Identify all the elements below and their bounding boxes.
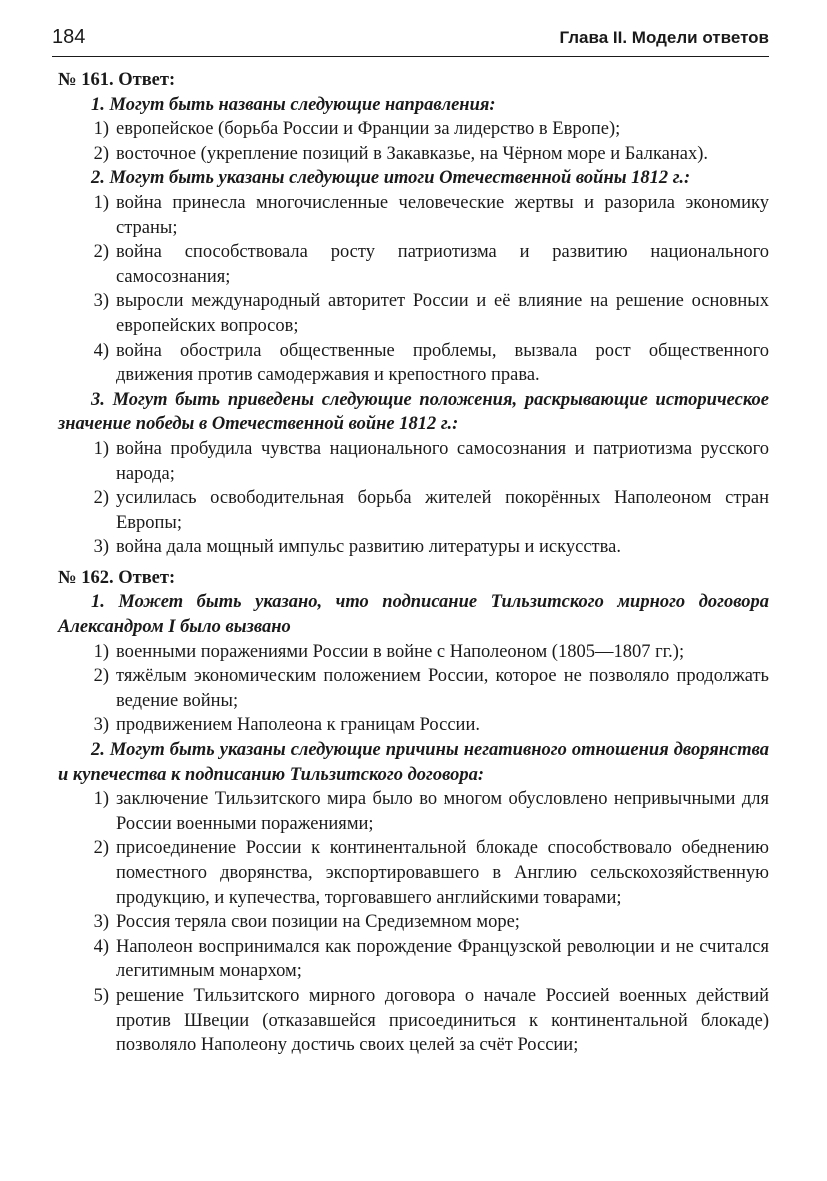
list-item [58, 836, 769, 910]
list-item-text: решение Тильзитского мирного договора о начале Россией военных действий против Швеции (отказавшейся присоединиться к континентальной блокаде) позволяло Наполеону достичь своих целей за счёт России; [116, 985, 769, 1056]
list-item [58, 640, 769, 665]
section-heading: 1. Может быть указано, что подписание Тильзитского мирного договора Александром I было вызвано [58, 592, 769, 638]
list-item-number: 1) [93, 192, 109, 213]
list-item-text: война способствовала росту патриотизма и развитию национального самосознания; [116, 242, 769, 287]
list-item [58, 240, 769, 289]
list-item-number: 3) [93, 912, 109, 933]
list-item-number: 4) [93, 936, 109, 957]
list-item [58, 289, 769, 338]
section-heading: 2. Могут быть указаны следующие причины негативного отношения дворянства и купечества к подписанию Тильзитского договора: [58, 740, 769, 785]
list-item-text: Россия теряла свои позиции на Средиземном море; [116, 912, 520, 933]
list-item-text: война принесла многочисленные человеческие жертвы и разорила экономику страны; [116, 192, 769, 238]
list-item-number: 1) [93, 641, 109, 662]
list-item-number: 1) [93, 119, 109, 140]
list-item [58, 535, 769, 560]
list-item [58, 486, 769, 535]
list-item-number: 2) [93, 242, 109, 263]
answer-block [58, 566, 769, 1058]
list-item-text: восточное (укрепление позиций в Закавказье, на Чёрном море и Балканах). [116, 143, 709, 164]
list-item [58, 437, 769, 486]
section-heading: 3. Могут быть приведены следующие положения, раскрывающие историческое значение победы в Отечественной войне 1812 г.: [58, 389, 769, 435]
list-item-text: усилилась освободительная борьба жителей покорённых Наполеоном стран Европы; [116, 488, 769, 533]
page-number: 184 [52, 26, 86, 48]
list-item [58, 910, 769, 935]
answer-title: № 161. Ответ: [58, 70, 176, 90]
list-item-text: война дала мощный импульс развитию литературы и искусства. [116, 537, 621, 558]
list-item [58, 117, 769, 142]
page-header [52, 22, 769, 57]
chapter-title: Глава II. Модели ответов [559, 28, 769, 47]
list-item-text: война пробудила чувства национального самосознания и патриотизма русского народа; [116, 438, 769, 484]
list-item [58, 935, 769, 984]
list-item [58, 191, 769, 240]
list-item-number: 4) [93, 340, 109, 361]
list-item [58, 664, 769, 713]
section-heading: 1. Могут быть названы следующие направления: [91, 94, 496, 115]
section-heading: 2. Могут быть указаны следующие итоги Отечественной войны 1812 г.: [91, 168, 691, 189]
list-item-number: 2) [93, 488, 109, 509]
list-item-number: 3) [93, 537, 109, 558]
list-item-text: заключение Тильзитского мира было во многом обусловлено непривычными для России военными поражениями; [116, 789, 769, 834]
answer-title: № 162. Ответ: [58, 567, 176, 588]
list-item [58, 787, 769, 836]
page-content [58, 64, 769, 1058]
list-item-number: 5) [93, 985, 109, 1006]
list-item-text: военными поражениями России в войне с Наполеоном (1805—1807 гг.); [116, 641, 685, 662]
list-item-number: 2) [93, 666, 109, 687]
list-item-number: 3) [93, 715, 109, 736]
list-item-text: Наполеон воспринимался как порождение Французской революции и не считался легитимным монархом; [116, 936, 769, 982]
list-item [58, 142, 769, 167]
list-item-text: европейское (борьба России и Франции за лидерство в Европе); [116, 119, 621, 140]
list-item-text: тяжёлым экономическим положением России, которое не позволяло продолжать ведение войны; [116, 666, 769, 711]
list-item [58, 713, 769, 738]
list-item-number: 1) [93, 789, 109, 810]
list-item-text: продвижением Наполеона к границам России. [116, 715, 480, 736]
list-item-number: 3) [93, 291, 109, 312]
list-item [58, 984, 769, 1058]
answer-block [58, 68, 769, 560]
list-item-text: война обострила общественные проблемы, вызвала рост общественного движения против самодержавия и крепостного права. [116, 340, 769, 386]
list-item-text: выросли международный авторитет России и её влияние на решение основных европейских вопросов; [116, 291, 769, 336]
list-item-number: 2) [93, 838, 109, 859]
list-item [58, 339, 769, 388]
list-item-number: 2) [93, 143, 109, 164]
list-item-text: присоединение России к континентальной блокаде способствовало обеднению поместного дворянства, экспортировавшего в Англию сельскохозяйственную продукцию, и купечества, торговавшего английскими товарами; [116, 838, 769, 908]
list-item-number: 1) [93, 438, 109, 459]
